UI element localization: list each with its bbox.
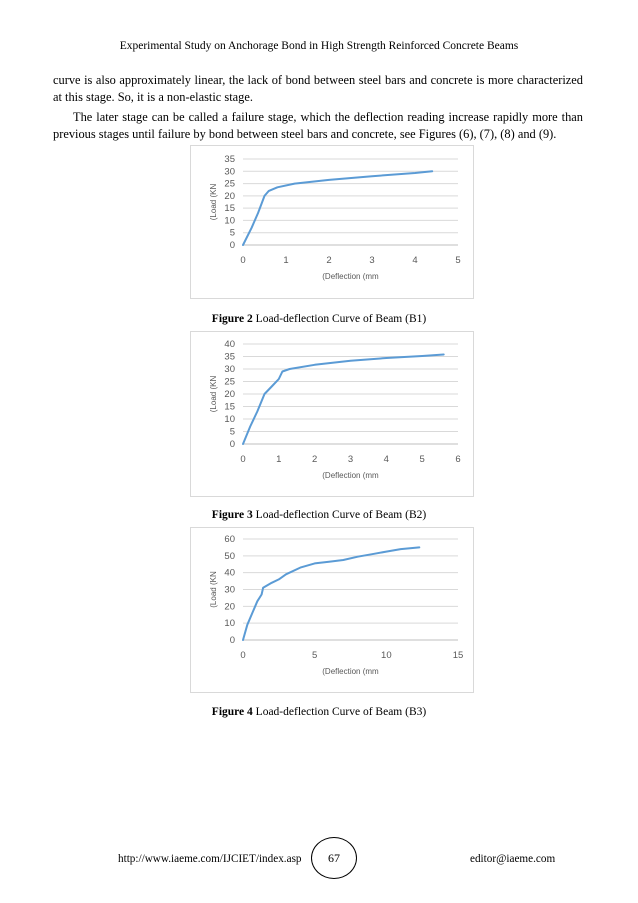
y-tick-label: 50 [224,550,235,562]
figure-2-caption-text: Load-deflection Curve of Beam (B1) [255,313,427,325]
figure-3-chart [190,331,474,497]
y-tick-label: 20 [224,389,235,400]
y-tick-label: 25 [224,376,235,388]
page-number: 67 [311,837,357,879]
y-tick-label: 30 [224,364,235,375]
y-tick-label: 10 [224,414,235,425]
x-tick-label: 10 [381,650,392,661]
x-tick-label: 1 [283,255,289,266]
x-tick-label: 0 [240,454,246,465]
figure-3-svg [191,332,473,496]
y-tick-label: 5 [229,227,235,239]
x-tick-label: 15 [452,650,464,661]
x-tick-label: 4 [383,454,389,465]
x-tick-label: 5 [312,650,318,661]
y-tick-label: 15 [224,203,235,215]
figure-3-label: Figure 3 [211,509,253,521]
figure-4-chart [190,527,474,693]
figure-4-svg [191,528,473,692]
x-tick-label: 3 [369,255,375,266]
figure-3-caption [0,509,638,521]
y-tick-label: 60 [224,534,235,545]
figure-4-caption-text: Load-deflection Curve of Beam (B3) [255,706,427,718]
x-tick-label: 0 [240,255,246,266]
figure-4-caption [0,706,638,718]
x-axis-label: (Deflection (mm [322,272,379,281]
y-axis-label: (Load (KN [209,571,218,608]
y-tick-label: 40 [224,339,235,350]
y-tick-label: 5 [229,426,235,438]
x-tick-label: 0 [240,650,246,661]
y-tick-label: 25 [224,178,235,190]
x-tick-label: 2 [326,255,332,266]
x-axis-label: (Deflection (mm [322,667,379,676]
body-paragraph-2: The later stage can be called a failure stage, which the deflection reading increase rapidly more than previous stages until failure by bond between steel bars and concrete, see Figures (6), (7), (8) and (9). [53,110,583,141]
x-tick-label: 4 [412,255,418,266]
x-tick-label: 3 [347,454,354,465]
y-tick-label: 15 [224,401,235,413]
x-tick-label: 1 [276,454,282,465]
y-tick-label: 20 [224,190,235,202]
y-tick-label: 30 [224,166,235,178]
body-paragraph-1: curve is also approximately linear, the lack of bond between steel bars and concrete is more characterized at this stage. So, it is a non-elastic stage. [53,73,583,104]
x-tick-label: 6 [455,454,461,465]
x-tick-label: 5 [419,454,425,465]
x-axis-label: (Deflection (mm [322,471,379,480]
y-tick-label: 0 [229,439,235,450]
y-axis-label: (Load (KN [209,375,218,413]
y-tick-label: 35 [224,351,235,363]
figure-4-label: Figure 4 [211,706,253,718]
series-line [243,547,419,640]
y-tick-label: 10 [224,215,235,227]
series-line [243,355,444,445]
figure-2-chart [190,145,474,299]
y-tick-label: 10 [224,618,235,630]
figure-2-caption [0,313,638,325]
footer-url: http://www.iaeme.com/IJCIET/index.asp [118,853,302,865]
y-tick-label: 0 [229,240,235,251]
figure-2-label: Figure 2 [211,313,253,325]
running-header: Experimental Study on Anchorage Bond in High Strength Reinforced Concrete Beams [119,40,519,52]
x-tick-label: 2 [312,454,318,465]
y-axis-label: (Load (KN [209,183,218,221]
figure-3-caption-text: Load-deflection Curve of Beam (B2) [255,509,427,521]
y-tick-label: 20 [224,601,235,613]
footer-email: editor@iaeme.com [470,853,556,865]
x-tick-label: 5 [455,255,461,266]
figure-2-svg [191,146,473,298]
y-tick-label: 35 [224,154,235,165]
y-tick-label: 30 [224,584,235,596]
y-tick-label: 0 [229,635,235,646]
y-tick-label: 40 [224,567,235,579]
